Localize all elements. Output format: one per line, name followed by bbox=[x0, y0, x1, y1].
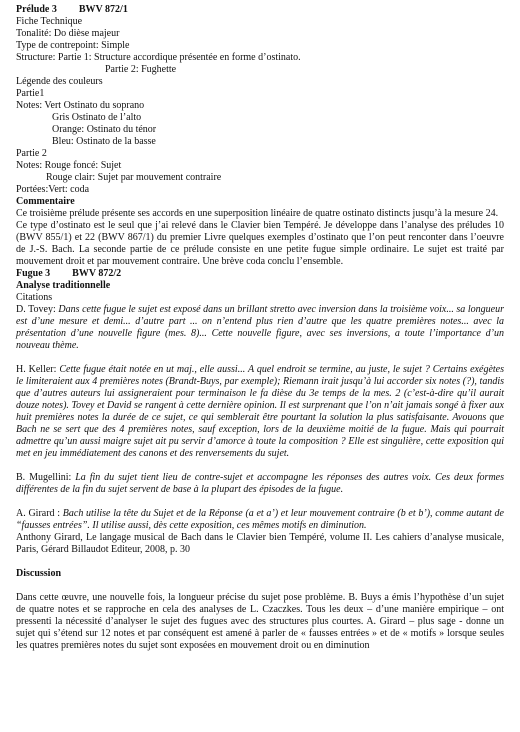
tovey-name: D. Tovey: bbox=[16, 304, 59, 315]
prelude-bwv: BWV 872/1 bbox=[78, 4, 128, 15]
discussion-paragraph: Dans cette œuvre, une nouvelle fois, la longueur précise du sujet pose problème. B. Buys a émis l’hypothèse d’un sujet de quatre notes et se rapproche en cela des analyses de L. Czaczkes. Tous les deux – d’une manière empirique – ont pressenti la nécessité d’analyser le sujet des fugues avec des structures plus courtes. A. Girard – plus sage - donne un sujet qui s’étend sur 12 notes et par conséquent est amené à parler de « fausses entrées » et de « motifs » lorsque seules les quatres premières notes du sujet sont exposées en mouvement droit ou en diminution bbox=[16, 592, 504, 651]
fugue-bwv: BWV 872/2 bbox=[72, 268, 122, 279]
commentaire-paragraph-2: Ce type d’ostinato est le seul que j’ai relevé dans le Clavier bien Tempéré. Je développe dans l’analyse des préludes 10 (BWV 855/1) et 22 (BWV 867/1) du premier Livre quelques exemples d’ostinato que l’on peut renconter dans l’oeuvre de J.-S. Bach. La seconde partie de ce prélude consiste en une petite fugue simple ordinaire. Le sujet est traité par mouvement droit et par mouvement contraire. Une brève coda conclu l’ensemble. bbox=[16, 220, 504, 267]
notes-line-3: Orange: Ostinato du ténor bbox=[52, 124, 157, 135]
keller-name: H. Keller: bbox=[16, 364, 60, 375]
prelude-title: Prélude 3 bbox=[16, 4, 57, 15]
girard-citation bbox=[16, 508, 504, 532]
prelude-heading bbox=[16, 4, 504, 16]
legende-couleurs: Légende des couleurs bbox=[16, 76, 103, 87]
keller-citation bbox=[16, 364, 504, 460]
partie1-label: Partie1 bbox=[16, 88, 45, 99]
partie2-label: Partie 2 bbox=[16, 148, 47, 159]
type-contrepoint: Type de contrepoint: Simple bbox=[16, 40, 130, 51]
discussion-heading: Discussion bbox=[16, 568, 62, 579]
commentaire-heading: Commentaire bbox=[16, 196, 75, 207]
tonalite: Tonalité: Do dièse majeur bbox=[16, 28, 120, 39]
notes2-line-2: Rouge clair: Sujet par mouvement contraire bbox=[46, 172, 222, 183]
mugellini-name: B. Mugellini: bbox=[16, 472, 76, 483]
notes-line-1: Notes: Vert Ostinato du soprano bbox=[16, 100, 145, 111]
girard-text: Bach utilise la tête du Sujet et de la Réponse (a et a’) et leur mouvement contraire (b et b’), comme autant de “fausses entrées”. Il utilise aussi, dès cette exposition, ces mêmes motifs en diminution. bbox=[16, 508, 504, 531]
keller-text: Cette fugue était notée en ut maj., elle aussi... A quel endroit se termine, au juste, le sujet ? Certains exégètes le limiteraient aux 4 premières notes (Brandt-Buys, par exemple); Riemann irait jusqu’à lui accorder six notes (?), tandis que d’autres auteurs lui assigneraient pour terminaison le fa dièse du 3e temps de la mes. 2 (c’est-à-dire qu’il aurait douze notes). Tovey et David se rangent à cette dernière opinion. Il est surprenant que l’on n’ait jamais songé à fixer aux huit premières notes la durée de ce sujet, ce qui semblerait être pourtant la solution la plus satisfaisante. Avouons que Bach ne se sert que des 4 premières notes, sauf exception, lors de la deuxième moitié de la fugue. Mais qui pourrait admettre qu’un aussi maigre sujet ait pu servir d’amorce à toute la composition ? Elle est singulière, cette exposition qui met en jeu immédiatement des canons et des renversements du sujet. bbox=[16, 364, 504, 459]
fiche-technique: Fiche Technique bbox=[16, 16, 83, 27]
structure-line-2: Partie 2: Fughette bbox=[105, 64, 177, 75]
tovey-citation bbox=[16, 304, 504, 352]
citations-label: Citations bbox=[16, 292, 53, 303]
commentaire-paragraph-1: Ce troisième prélude présente ses accords en une superposition linéaire de quatre ostinato distincts jusqu’à la mesure 24. bbox=[16, 208, 499, 219]
girard-name: A. Girard : bbox=[16, 508, 63, 519]
notes-line-2: Gris Ostinato de l’alto bbox=[52, 112, 142, 123]
girard-reference: Anthony Girard, Le langage musical de Bach dans le Clavier bien Tempéré, volume II. Les cahiers d’analyse musicale, Paris, Gérard Billaudot Editeur, 2008, p. 30 bbox=[16, 532, 504, 555]
notes2-line-1: Notes: Rouge foncé: Sujet bbox=[16, 160, 122, 171]
tovey-text: Dans cette fugue le sujet est exposé dans un brillant stretto avec inversion dans la troisième voix... sa longueur est d’une mesure et demi... d’autre part ... on n’entend plus rien d’autre que les quatre premières notes... avec la présentation d’une nouvelle figure (mes. 8)... Cette nouvelle figure, avec ses inversions, a toute l’importance d’un nouveau thème. bbox=[16, 304, 505, 351]
mugellini-citation bbox=[16, 472, 504, 496]
fugue-heading bbox=[16, 268, 504, 280]
notes-line-4: Bleu: Ostinato de la basse bbox=[52, 136, 156, 147]
structure-line-1: Structure: Partie 1: Structure accordique présentée en forme d’ostinato. bbox=[16, 52, 301, 63]
portees-line: Portées:Vert: coda bbox=[16, 184, 90, 195]
fugue-title: Fugue 3 bbox=[16, 268, 51, 279]
mugellini-text: La fin du sujet tient lieu de contre-sujet et accompagne les réponses des autres voix. Ces deux formes différentes de la fin du sujet servent de base à la plupart des épisodes de la fugue. bbox=[16, 472, 504, 495]
analyse-heading: Analyse traditionnelle bbox=[16, 280, 111, 291]
